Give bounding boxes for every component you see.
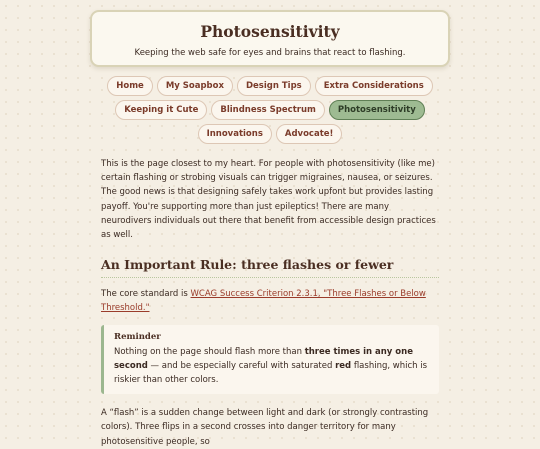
- callout-bold-part: red: [335, 360, 352, 371]
- rule-prefix: The core standard is: [101, 289, 191, 300]
- callout-title: Reminder: [114, 331, 161, 342]
- page-subtitle: Keeping the web safe for eyes and brains that react to flashing.: [134, 48, 406, 58]
- nav-design-tips[interactable]: Design Tips: [237, 76, 311, 96]
- nav-innovations[interactable]: Innovations: [198, 124, 272, 144]
- intro-paragraph: This is the page closest to my heart. For people with photosensitivity (like me) certain flashing or strobing visuals can trigger migraines, nausea, or seizures. The good news is that designing safely takes work upfont but provides lasting payoff. You're supporting more than just epileptics! There are many neurodivers individuals out there that benefit from accessible design practices as well.: [101, 159, 436, 241]
- wcag-link[interactable]: WCAG Success Criterion 2.3.1, "Three Flashes or Below Threshold.": [101, 289, 426, 314]
- reminder-callout: [101, 325, 439, 395]
- main-nav: [95, 76, 445, 144]
- nav-my-soapbox[interactable]: My Soapbox: [157, 76, 233, 96]
- page-title: Photosensitivity: [200, 22, 340, 41]
- nav-blindness-spectrum[interactable]: Blindness Spectrum: [211, 100, 325, 120]
- callout-text-part: flashing, which is riskier than other colors.: [114, 360, 428, 386]
- nav-photosensitivity[interactable]: Photosensitivity: [329, 100, 425, 120]
- callout-text-part: — and be especially careful with saturated: [147, 360, 336, 371]
- rule-paragraph: [101, 287, 439, 315]
- section-heading: An Important Rule: three flashes or fewer: [101, 257, 439, 278]
- nav-home[interactable]: Home: [107, 76, 153, 96]
- flash-paragraph: A “flash” is a sudden change between light and dark (or strongly contrasting colors). Three flips in a second crosses into danger territory for many photosensitive people, so: [101, 408, 429, 447]
- callout-text: [114, 345, 429, 388]
- callout-text-part: Nothing on the page should flash more than: [114, 346, 305, 357]
- callout-bold-part: three times in any one second: [114, 346, 413, 371]
- main-content: [101, 157, 439, 449]
- nav-keeping-it-cute[interactable]: Keeping it Cute: [115, 100, 207, 120]
- header-card: [90, 10, 450, 67]
- nav-advocate[interactable]: Advocate!: [276, 124, 343, 144]
- nav-extra-considerations[interactable]: Extra Considerations: [315, 76, 433, 96]
